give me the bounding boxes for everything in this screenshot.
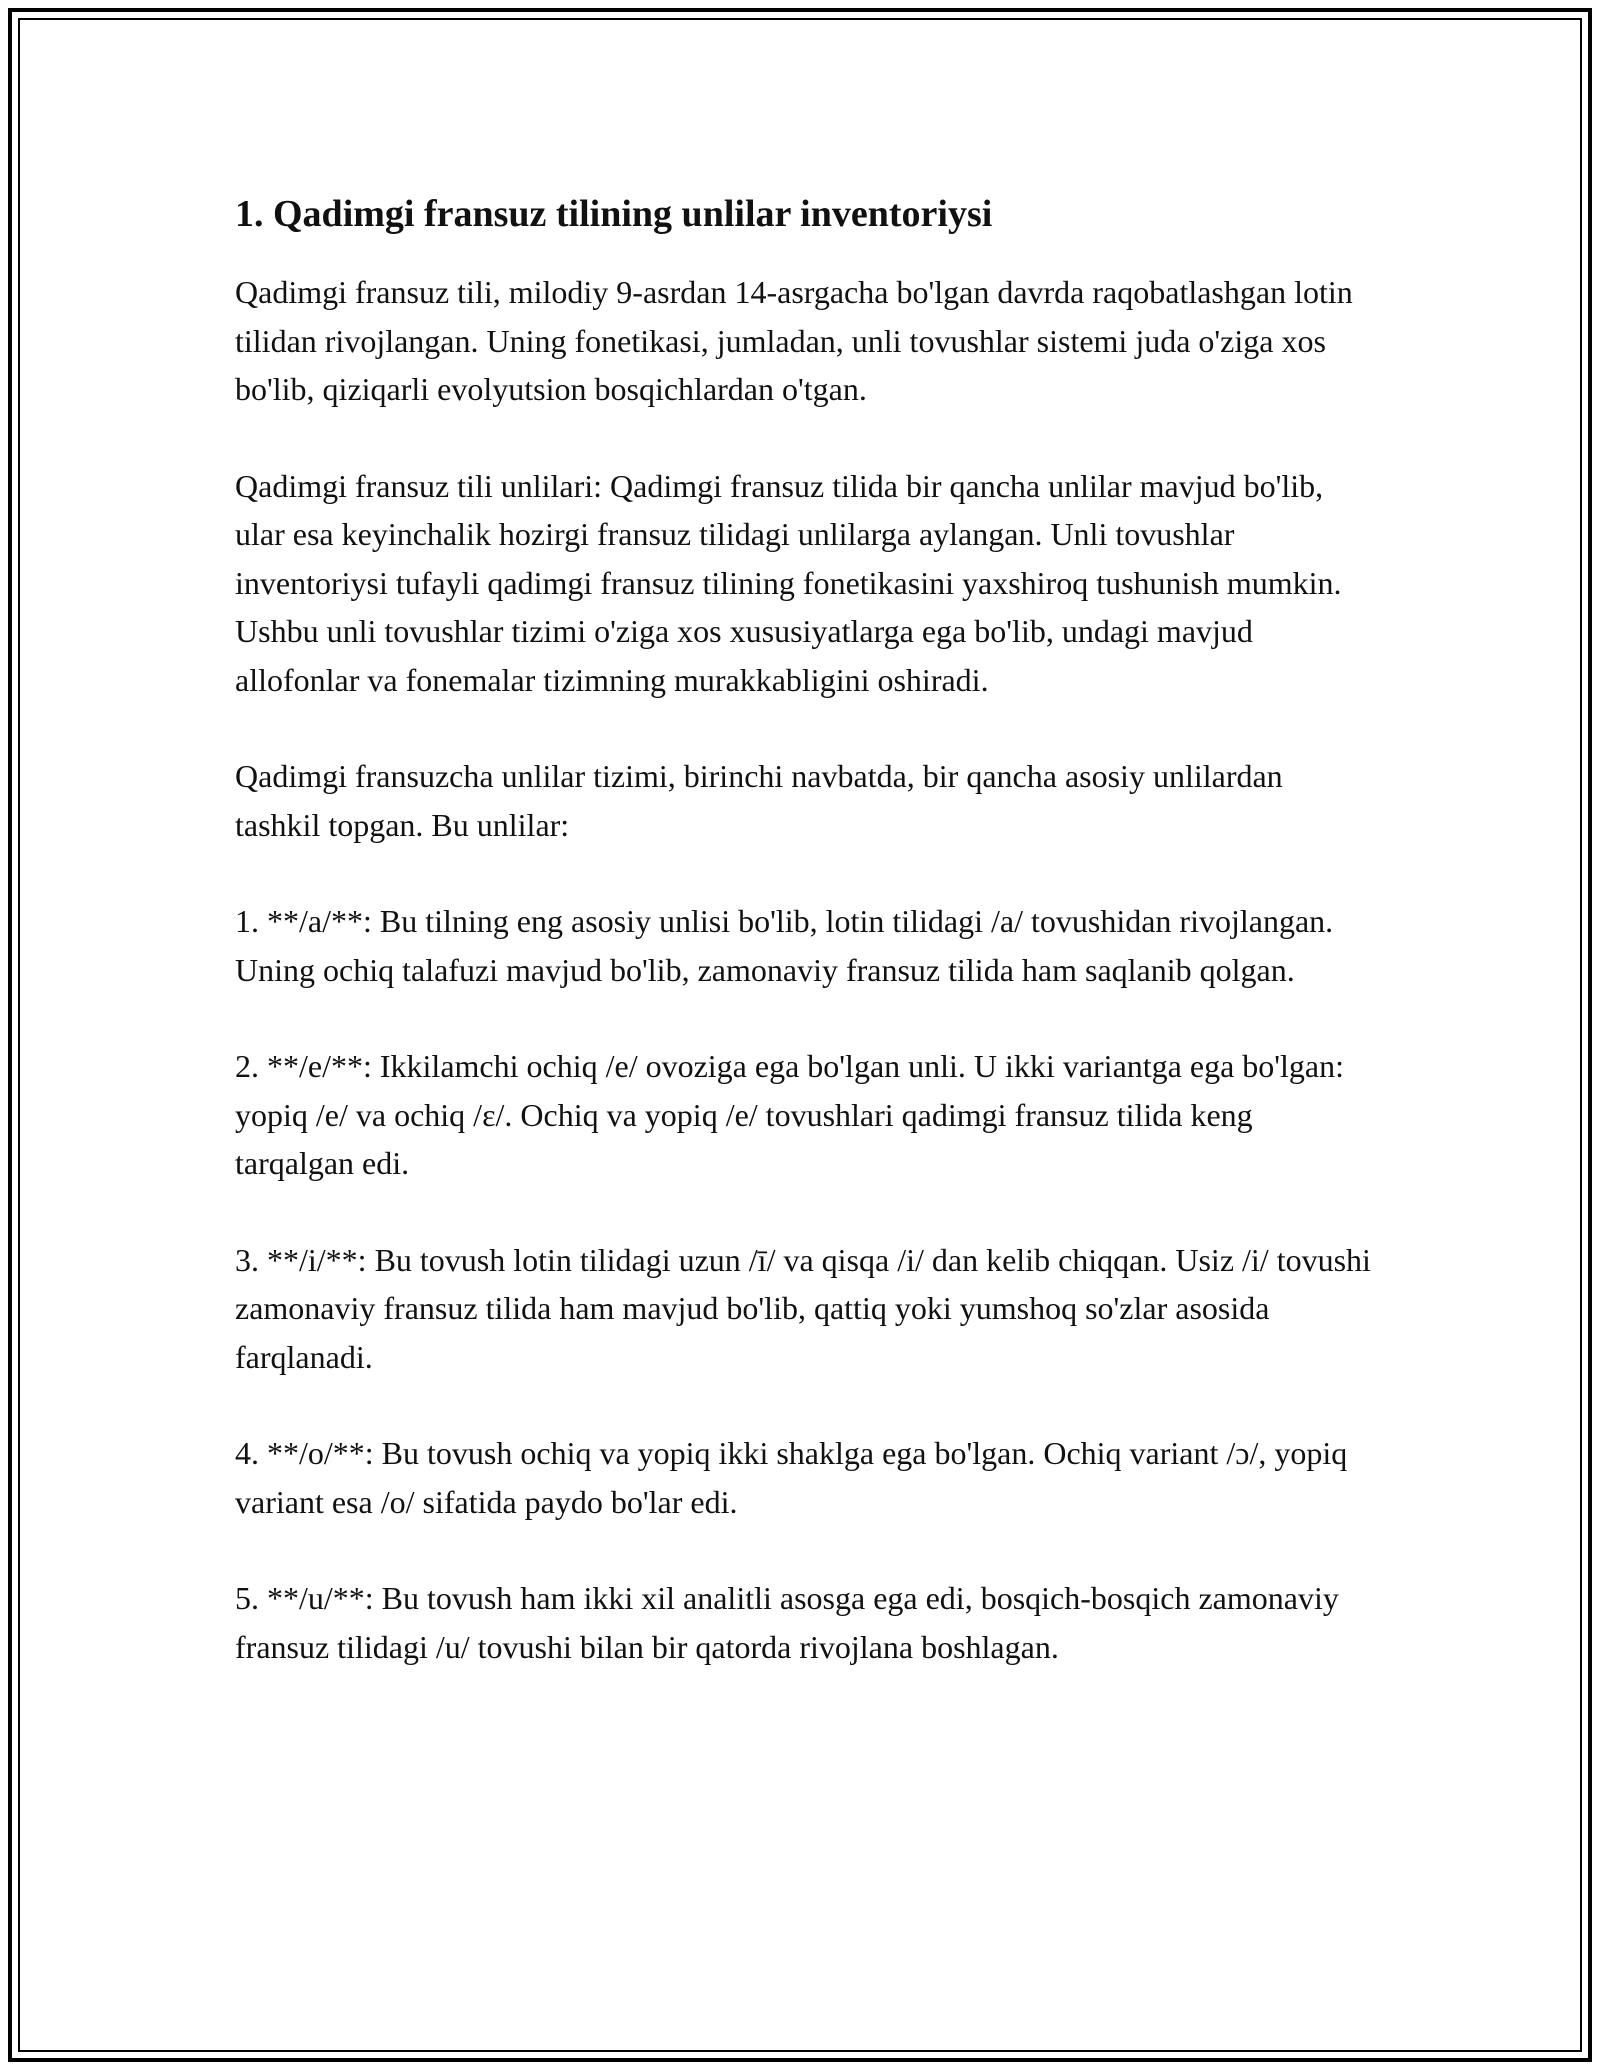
paragraph-vowel-system: Qadimgi fransuzcha unlilar tizimi, birinchi navbatda, bir qancha asosiy unlilardan tashkil topgan. Bu unlilar: (235, 758, 1283, 843)
list-item-vowel-i: 3. **/i/**: Bu tovush lotin tilidagi uzun /ī/ va qisqa /i/ dan kelib chiqqan. Usiz /i/ tovushi zamonaviy fransuz tilida ham mavjud bo'lib, qattiq yoki yumshoq so'zlar asosida farqlanadi. (235, 1241, 1371, 1375)
list-item-vowel-o: 4. **/o/**: Bu tovush ochiq va yopiq ikki shaklga ega bo'lgan. Ochiq variant /ɔ/, yopiq variant esa /o/ sifatida paydo bo'lar edi. (235, 1435, 1348, 1520)
list-item-vowel-u: 5. **/u/**: Bu tovush ham ikki xil analitli asosga ega edi, bosqich-bosqich zamonaviy fransuz tilidagi /u/ tovushi bilan bir qatorda rivojlana boshlagan. (235, 1580, 1339, 1665)
paragraph-intro: Qadimgi fransuz tili, milodiy 9-asrdan 14-asrgacha bo'lgan davrda raqobatlashgan lotin tilidan rivojlangan. Uning fonetikasi, jumladan, unli tovushlar sistemi juda o'ziga xos bo'lib, qiziqarli evolyutsion bosqichlardan o'tgan. (235, 274, 1353, 407)
section-title: 1. Qadimgi fransuz tilining unlilar inventoriysi (235, 193, 993, 235)
paragraph-vowels-overview: Qadimgi fransuz tili unlilari: Qadimgi fransuz tilida bir qancha unlilar mavjud bo'lib, ular esa keyinchalik hozirgi fransuz tilidagi unlilarga aylangan. Unli tovushlar inventoriysi tufayli qadimgi fransuz tilining fonetikasini yaxshiroq tushunish mumkin. Ushbu unli tovushlar tizimi o'ziga xos xususiyatlarga ega bo'lib, undagi mavjud allofonlar va fonemalar tizimning murakkabligini oshiradi. (235, 467, 1342, 698)
list-item-vowel-a: 1. **/a/**: Bu tilning eng asosiy unlisi bo'lib, lotin tilidagi /a/ tovushidan rivojlangan. Uning ochiq talafuzi mavjud bo'lib, zamonaviy fransuz tilida ham saqlanib qolgan. (235, 903, 1334, 988)
document-body (235, 188, 1375, 1719)
list-item-vowel-e: 2. **/e/**: Ikkilamchi ochiq /e/ ovoziga ega bo'lgan unli. U ikki variantga ega bo'lgan: yopiq /e/ va ochiq /ɛ/. Ochiq va yopiq /e/ tovushlari qadimgi fransuz tilida keng tarqalgan edi. (235, 1048, 1345, 1181)
